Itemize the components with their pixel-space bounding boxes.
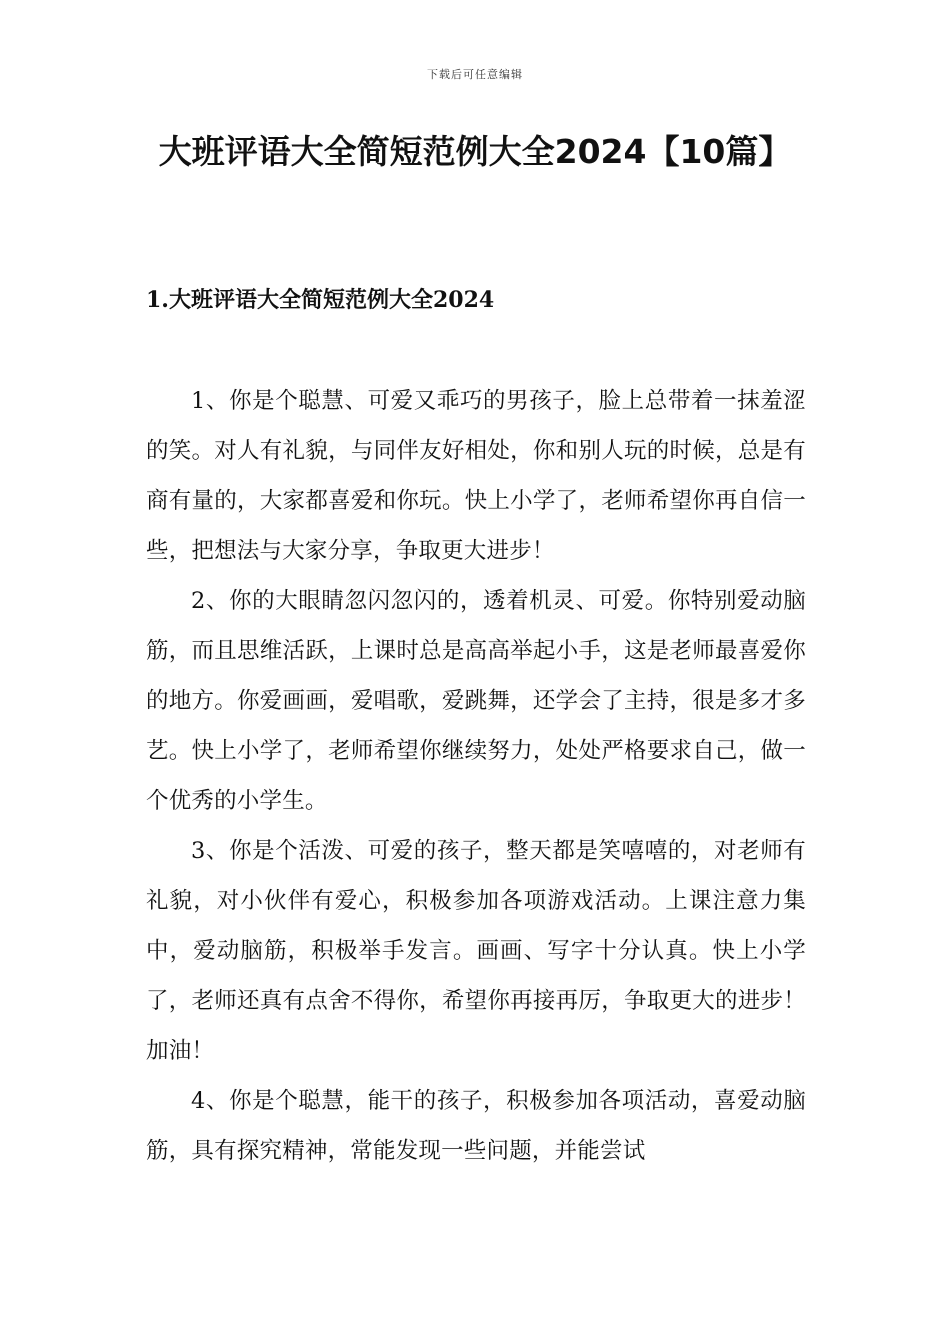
paragraph-1: 1、你是个聪慧、可爱又乖巧的男孩子，脸上总带着一抹羞涩的笑。对人有礼貌，与同伴友好相处，你和别人玩的时候，总是有商有量的，大家都喜爱和你玩。快上小学了，老师希望你再自信一些，把想法与大家分享，争取更大进步！: [146, 388, 806, 564]
paragraph-2: 2、你的大眼睛忽闪忽闪的，透着机灵、可爱。你特别爱动脑筋，而且思维活跃，上课时总是高高举起小手，这是老师最喜爱你的地方。你爱画画，爱唱歌，爱跳舞，还学会了主持，很是多才多艺。快上小学了，老师希望你继续努力，处处严格要求自己，做一个优秀的小学生。: [146, 588, 806, 814]
document-body: [146, 376, 806, 1176]
document-title: 大班评语大全简短范例大全2024【10篇】: [158, 132, 792, 171]
section-heading: 1.大班评语大全简短范例大全2024: [146, 287, 495, 313]
paragraph-3: 3、你是个活泼、可爱的孩子，整天都是笑嘻嘻的，对老师有礼貌，对小伙伴有爱心，积极参加各项游戏活动。上课注意力集中，爱动脑筋，积极举手发言。画画、写字十分认真。快上小学了，老师还真有点舍不得你，希望你再接再厉，争取更大的进步！加油！: [146, 838, 806, 1064]
header-note: 下载后可任意编辑: [427, 68, 523, 81]
paragraph-4: 4、你是个聪慧，能干的孩子，积极参加各项活动，喜爱动脑筋，具有探究精神，常能发现一些问题，并能尝试: [146, 1088, 806, 1164]
